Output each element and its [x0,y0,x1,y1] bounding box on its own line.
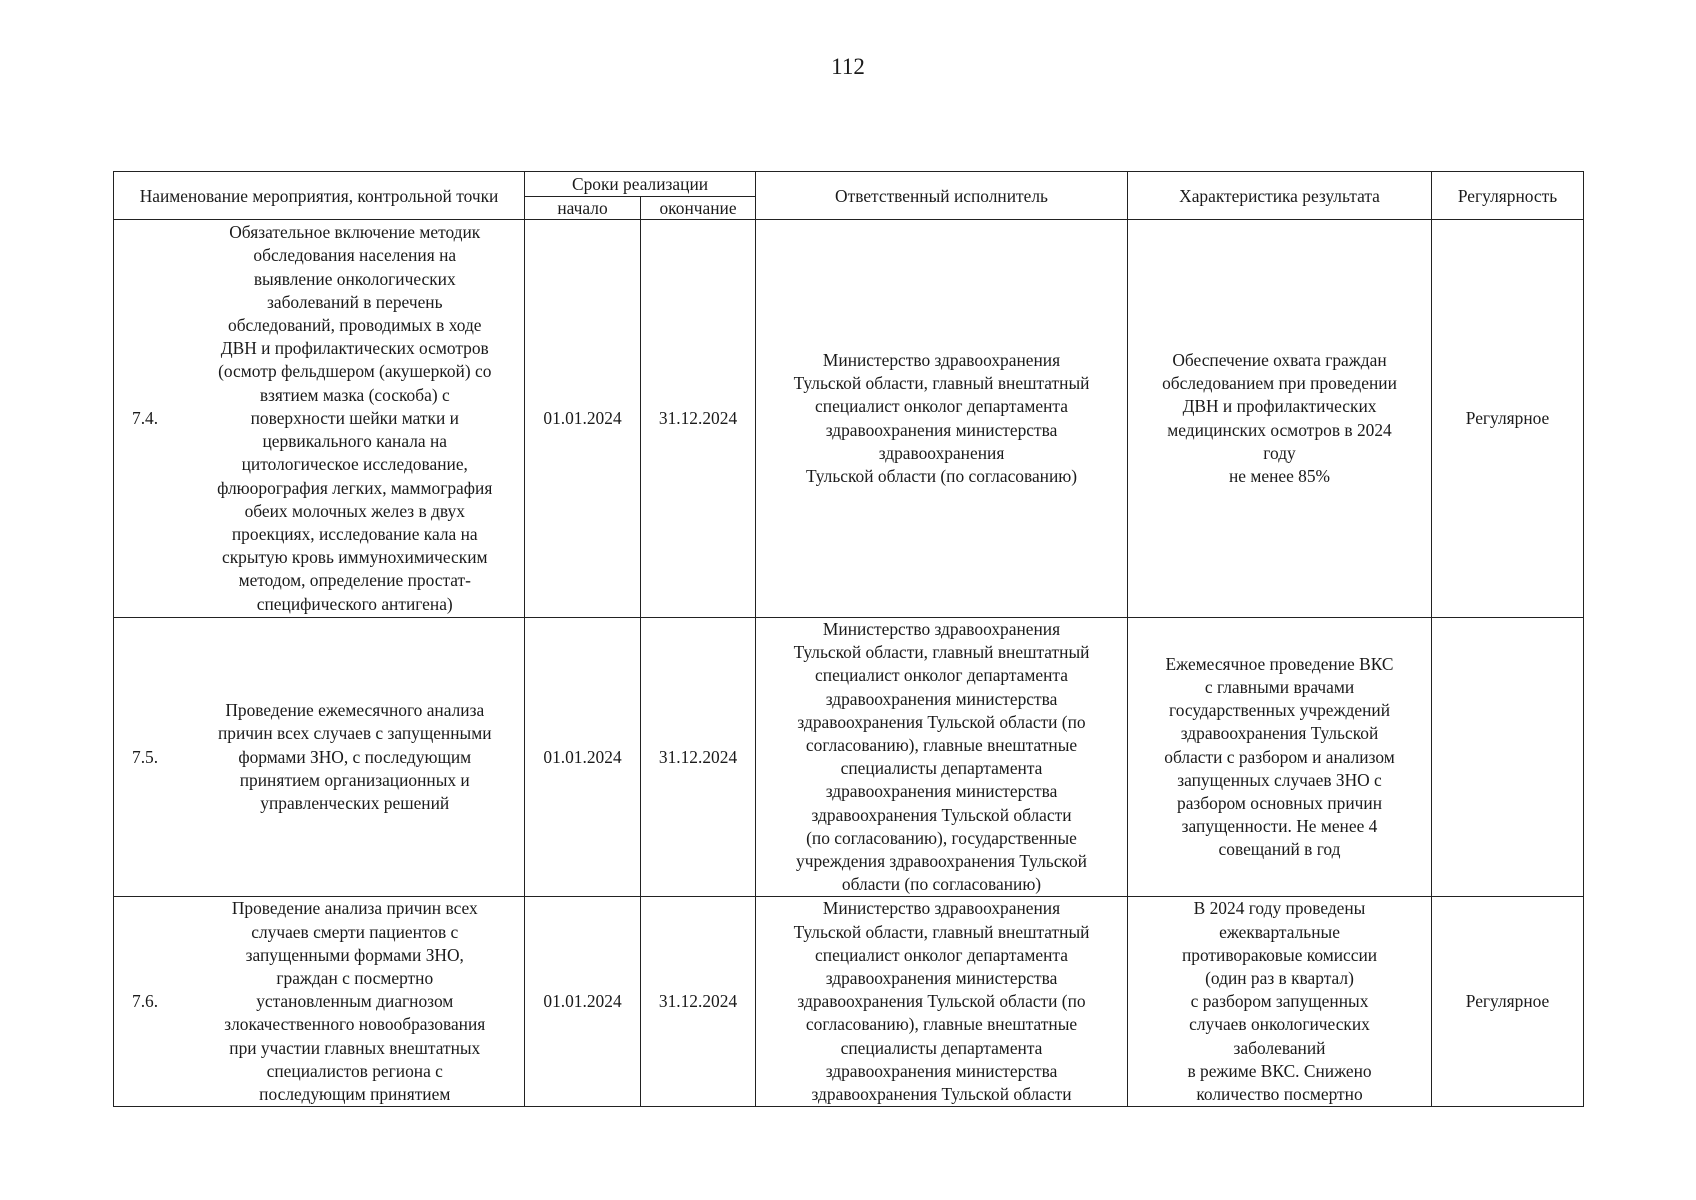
row-name: Обязательное включение методик обследования населения на выявление онкологических заболеваний в перечень обследований, проводимых в ходе ДВН и профилактических осмотров (осмотр фельдшером (акушеркой) со взятием мазка (соскоба) с поверхности шейки матки и цервикального канала на цитологическое исследование, флюорография легких, маммография обеих молочных желез в двух проекциях, исследование кала на скрытую кровь иммунохимическим методом, определение простат- специфического антигена) [186,220,525,618]
row-regularity: Регулярное [1432,897,1584,1107]
row-result: В 2024 году проведены ежеквартальные противораковые комиссии (один раз в квартал) с разбором запущенных случаев онкологических заболеваний в режиме ВКС. Снижено количество посмертно [1128,897,1432,1107]
row-regularity: Регулярное [1432,220,1584,618]
header-terms: Сроки реализации [525,172,756,197]
activities-table [113,171,1584,1107]
row-number: 7.5. [114,618,186,897]
header-end: окончание [641,197,756,220]
header-result: Характеристика результата [1128,172,1432,220]
table-row [114,220,1584,618]
row-start-date: 01.01.2024 [525,618,641,897]
row-number: 7.4. [114,220,186,618]
header-executor: Ответственный исполнитель [756,172,1128,220]
row-end-date: 31.12.2024 [641,897,756,1107]
row-name: Проведение анализа причин всех случаев смерти пациентов с запущенными формами ЗНО, граждан с посмертно установленным диагнозом злокачественного новообразования при участии главных внештатных специалистов региона с последующим принятием [186,897,525,1107]
page-number: 112 [831,54,865,79]
row-end-date: 31.12.2024 [641,220,756,618]
row-name: Проведение ежемесячного анализа причин всех случаев с запущенными формами ЗНО, с последующим принятием организационных и управленческих решений [186,618,525,897]
header-name: Наименование мероприятия, контрольной точки [114,172,525,220]
row-executor: Министерство здравоохранения Тульской области, главный внештатный специалист онколог департамента здравоохранения министерства здравоохранения Тульской области (по согласованию), главные внештатные специалисты департамента здравоохранения министерства здравоохранения Тульской области [756,897,1128,1107]
row-start-date: 01.01.2024 [525,897,641,1107]
table-row [114,618,1584,897]
row-start-date: 01.01.2024 [525,220,641,618]
row-result: Обеспечение охвата граждан обследованием при проведении ДВН и профилактических медицинских осмотров в 2024 году не менее 85% [1128,220,1432,618]
row-result: Ежемесячное проведение ВКС с главными врачами государственных учреждений здравоохранения Тульской области с разбором и анализом запущенных случаев ЗНО с разбором основных причин запущенности. Не менее 4 совещаний в год [1128,618,1432,897]
header-regularity: Регулярность [1432,172,1584,220]
header-start: начало [525,197,641,220]
table-row [114,897,1584,1107]
table-header-row [114,172,1584,197]
row-executor: Министерство здравоохранения Тульской области, главный внештатный специалист онколог департамента здравоохранения министерства здравоохранения Тульской области (по согласованию) [756,220,1128,618]
row-executor: Министерство здравоохранения Тульской области, главный внештатный специалист онколог департамента здравоохранения министерства здравоохранения Тульской области (по согласованию), главные внештатные специалисты департамента здравоохранения министерства здравоохранения Тульской области (по согласованию), государственные учреждения здравоохранения Тульской области (по согласованию) [756,618,1128,897]
row-number: 7.6. [114,897,186,1107]
row-end-date: 31.12.2024 [641,618,756,897]
row-regularity [1432,618,1584,897]
